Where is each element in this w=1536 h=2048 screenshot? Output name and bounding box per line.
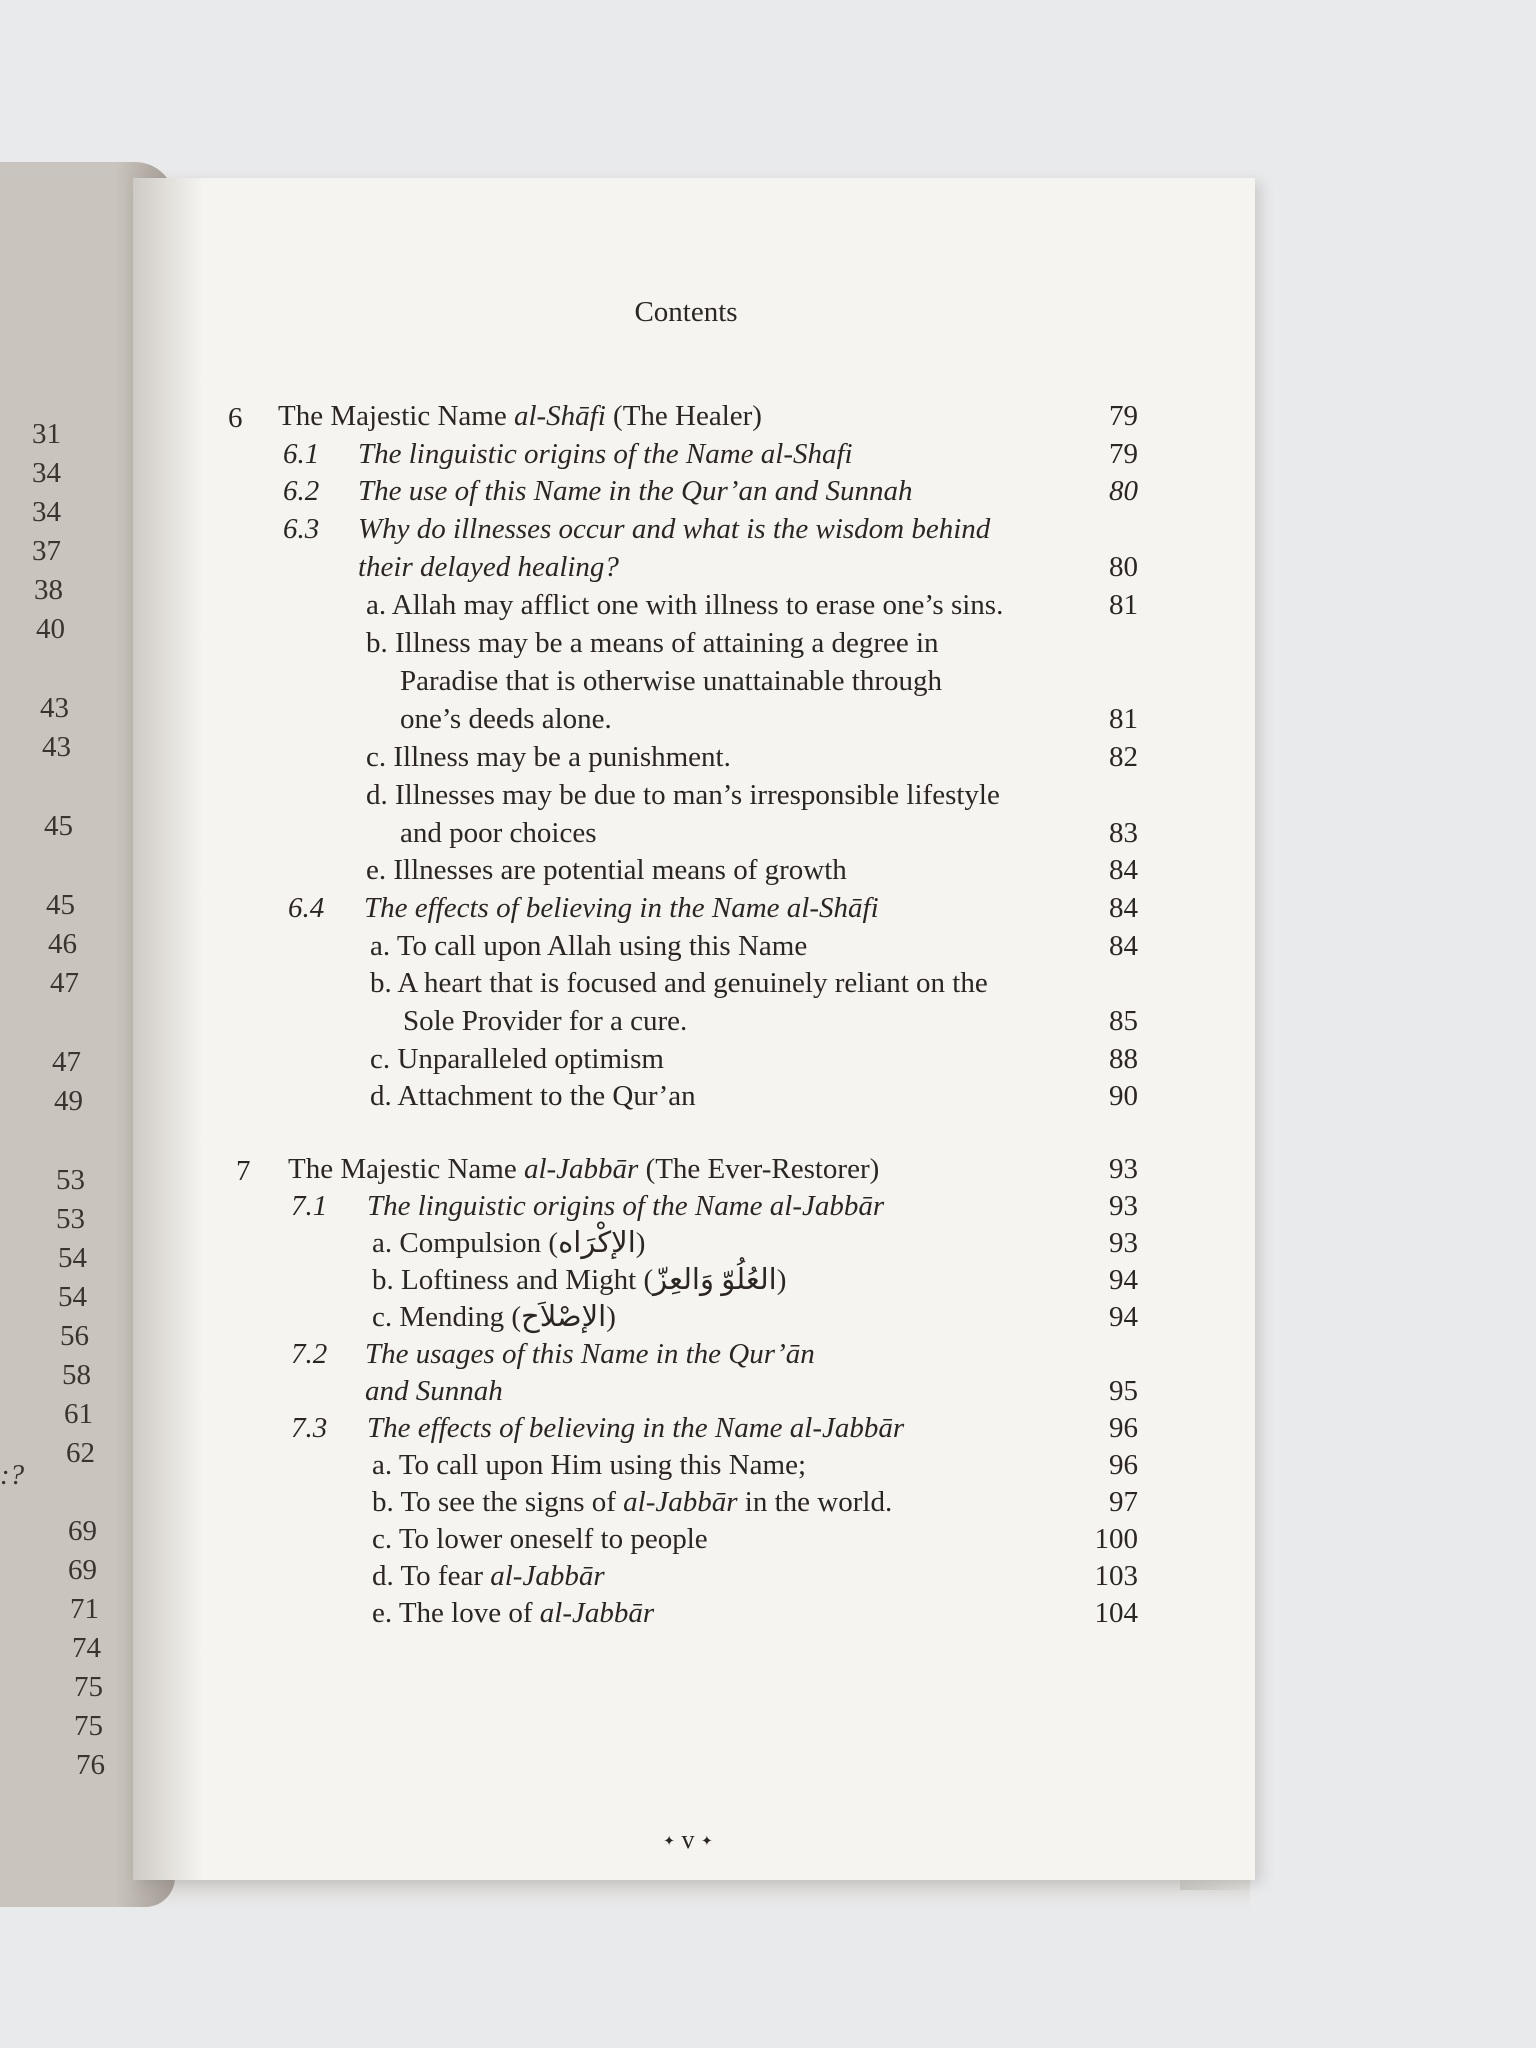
left-page-number: 47 xyxy=(50,967,79,999)
left-page-number: 58 xyxy=(62,1359,91,1391)
section-number: 6.1 xyxy=(283,438,320,470)
page-number: 80 xyxy=(1109,551,1138,583)
section-number: 7.2 xyxy=(291,1338,328,1370)
left-page-number: 75 xyxy=(74,1710,103,1742)
left-page-number: 34 xyxy=(32,457,61,489)
left-page-number: 54 xyxy=(58,1242,87,1274)
section-number: 6.2 xyxy=(283,475,320,507)
subsection-item: a. Allah may afflict one with illness to erase one’s sins. xyxy=(366,589,1004,621)
left-page-number: 38 xyxy=(34,574,63,606)
section-title: The use of this Name in the Qur’an and Sunnah xyxy=(358,475,913,507)
left-page-number: 75 xyxy=(74,1671,103,1703)
section-number: 6.4 xyxy=(288,892,325,924)
subsection-item: a. To call upon Allah using this Name xyxy=(370,930,808,962)
page-number: 104 xyxy=(1094,1597,1138,1629)
left-page-number: 61 xyxy=(64,1398,93,1430)
subsection-item: c. Mending (الإصْلاَح) xyxy=(372,1301,616,1333)
page-number: 79 xyxy=(1109,438,1138,470)
section-number: 7.1 xyxy=(291,1190,328,1222)
subsection-item: c. Unparalleled optimism xyxy=(370,1043,664,1075)
left-page-number: 47 xyxy=(52,1046,81,1078)
page-number: 81 xyxy=(1109,589,1138,621)
left-page-number: 71 xyxy=(70,1593,99,1625)
page-number: 90 xyxy=(1109,1080,1138,1112)
left-page-number: 45 xyxy=(46,889,75,921)
subsection-item: b. Loftiness and Might (العُلُوّ وَالعِزّ) xyxy=(372,1264,787,1296)
section-title: The effects of believing in the Name al-Shāfi xyxy=(364,892,879,924)
subsection-item: b. Illness may be a means of attaining a degree in xyxy=(366,627,939,659)
left-page-number: 49 xyxy=(54,1085,83,1117)
chapter-title: The Majestic Name al-Jabbār (The Ever-Restorer) xyxy=(288,1153,880,1185)
left-page-number: 53 xyxy=(56,1203,85,1235)
left-page-number: 34 xyxy=(32,496,61,528)
subsection-item: Sole Provider for a cure. xyxy=(403,1005,688,1037)
page-number: 96 xyxy=(1109,1412,1138,1444)
chapter-title: The Majestic Name al-Shāfi (The Healer) xyxy=(278,400,762,432)
ornament-diamond-icon: ✦ xyxy=(701,1834,713,1850)
left-page-number: 69 xyxy=(68,1554,97,1586)
page-number: 96 xyxy=(1109,1449,1138,1481)
page-number: 82 xyxy=(1109,741,1138,773)
left-page-number: 37 xyxy=(32,535,61,567)
subsection-item: and poor choices xyxy=(400,817,597,849)
left-page-number: 46 xyxy=(48,928,77,960)
left-page-number: 62 xyxy=(66,1437,95,1469)
section-number: 7.3 xyxy=(291,1412,328,1444)
left-page-number: 31 xyxy=(32,418,61,450)
page-number: 84 xyxy=(1109,854,1138,886)
page-title: Contents xyxy=(634,296,738,328)
section-title: The linguistic origins of the Name al-Shafi xyxy=(358,438,853,470)
page-number: 94 xyxy=(1109,1264,1138,1296)
folio-number: v xyxy=(681,1825,695,1854)
section-title: The linguistic origins of the Name al-Jabbār xyxy=(367,1190,885,1222)
page-folio xyxy=(0,1825,1376,1855)
chapter-number: 7 xyxy=(236,1155,251,1187)
page-number: 79 xyxy=(1109,400,1138,432)
page-number: 81 xyxy=(1109,703,1138,735)
subsection-item: b. A heart that is focused and genuinely reliant on the xyxy=(370,967,988,999)
section-title: Why do illnesses occur and what is the wisdom behind xyxy=(358,513,991,545)
page-number: 93 xyxy=(1109,1190,1138,1222)
page-number: 95 xyxy=(1109,1375,1138,1407)
left-page-number: 69 xyxy=(68,1515,97,1547)
left-page-fragment: :? xyxy=(0,1459,25,1491)
subsection-item: e. Illnesses are potential means of growth xyxy=(366,854,847,886)
section-title: The usages of this Name in the Qur’ān xyxy=(365,1338,815,1370)
page-number: 97 xyxy=(1109,1486,1138,1518)
subsection-item: a. Compulsion (الإكْرَاه) xyxy=(372,1227,646,1259)
page-number: 94 xyxy=(1109,1301,1138,1333)
subsection-item: d. Attachment to the Qur’an xyxy=(370,1080,696,1112)
subsection-item: d. Illnesses may be due to man’s irresponsible lifestyle xyxy=(366,779,1000,811)
section-title: their delayed healing? xyxy=(358,551,619,583)
subsection-item: d. To fear al-Jabbār xyxy=(372,1560,605,1592)
page-number: 88 xyxy=(1109,1043,1138,1075)
page-number: 100 xyxy=(1094,1523,1138,1555)
page-number: 93 xyxy=(1109,1153,1138,1185)
subsection-item: one’s deeds alone. xyxy=(400,703,612,735)
left-page-number: 45 xyxy=(44,810,73,842)
left-page-number: 74 xyxy=(72,1632,101,1664)
subsection-item: Paradise that is otherwise unattainable through xyxy=(400,665,942,697)
chapter-number: 6 xyxy=(228,402,243,434)
page-number: 85 xyxy=(1109,1005,1138,1037)
left-page-number: 53 xyxy=(56,1164,85,1196)
section-title: The effects of believing in the Name al-Jabbār xyxy=(367,1412,905,1444)
subsection-item: c. Illness may be a punishment. xyxy=(366,741,731,773)
left-page-number: 56 xyxy=(60,1320,89,1352)
page-number: 93 xyxy=(1109,1227,1138,1259)
subsection-item: c. To lower oneself to people xyxy=(372,1523,708,1555)
subsection-item: b. To see the signs of al-Jabbār in the world. xyxy=(372,1486,893,1518)
page-number: 83 xyxy=(1109,817,1138,849)
left-page-number: 54 xyxy=(58,1281,87,1313)
page-number: 103 xyxy=(1094,1560,1138,1592)
left-page-number: 43 xyxy=(42,731,71,763)
page-number: 84 xyxy=(1109,892,1138,924)
ornament-diamond-icon: ✦ xyxy=(663,1834,675,1850)
left-page-number: 76 xyxy=(76,1749,105,1781)
section-number: 6.3 xyxy=(283,513,320,545)
left-page-number: 43 xyxy=(40,692,69,724)
page-number: 80 xyxy=(1109,475,1138,507)
subsection-item: e. The love of al-Jabbār xyxy=(372,1597,655,1629)
page-number: 84 xyxy=(1109,930,1138,962)
left-page-number: 40 xyxy=(36,613,65,645)
section-title: and Sunnah xyxy=(365,1375,503,1407)
subsection-item: a. To call upon Him using this Name; xyxy=(372,1449,806,1481)
